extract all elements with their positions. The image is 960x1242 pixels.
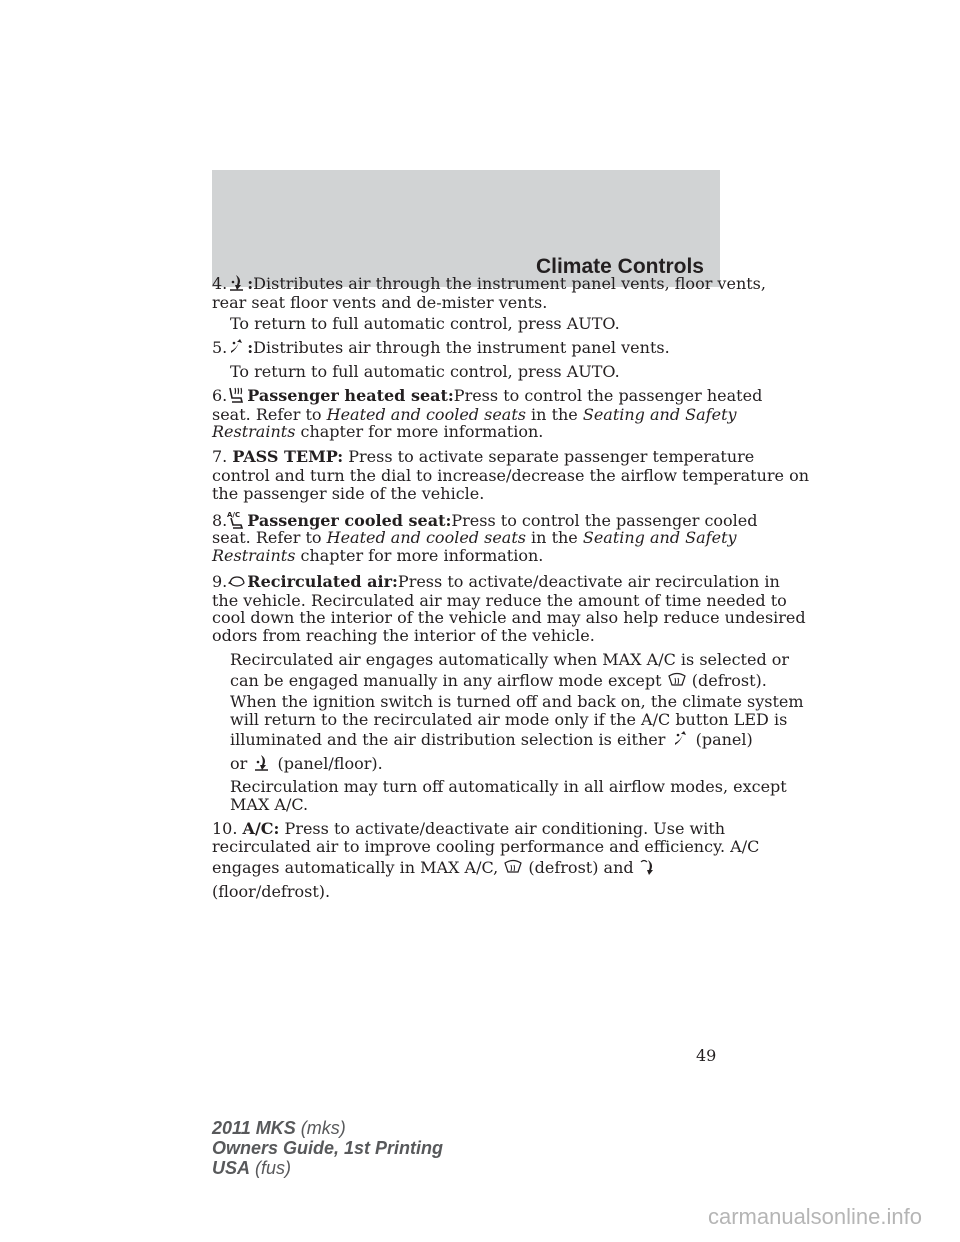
item-6-number: 6. — [212, 386, 228, 405]
item-10-text: Press to activate/deactivate air conditioning. Use with — [284, 819, 726, 838]
item-6-ref-2: Seating and Safety — [582, 405, 737, 424]
item-7-text: Press to activate separate passenger temperature — [348, 447, 755, 466]
panel-floor-icon — [252, 753, 272, 773]
watermark: carmanualsonline.info — [707, 1204, 922, 1229]
item-6-text-c: in the — [525, 405, 583, 424]
item-8-text: Press to control the passenger cooled — [451, 511, 758, 530]
item-4-number: 4. — [212, 274, 228, 293]
panel-icon — [671, 729, 691, 749]
item-9-p1b: can be engaged manually in any airflow mode except — [230, 671, 662, 690]
item-8-line-2 — [212, 528, 737, 548]
item-10-number: 10. — [212, 819, 238, 838]
item-8-line-3 — [212, 546, 543, 566]
item-5-line-1 — [212, 337, 670, 358]
item-7-line-3: the passenger side of the vehicle. — [212, 484, 485, 503]
item-9-line-1 — [212, 571, 780, 592]
floor-defrost-icon — [639, 857, 659, 877]
footer-line-1 — [212, 1118, 443, 1138]
footer-model: 2011 MKS — [212, 1118, 296, 1138]
item-8-number: 8. — [212, 511, 228, 530]
item-9-para-1-line-5 — [230, 729, 753, 750]
item-6-text-a: seat. Refer to — [212, 405, 327, 424]
item-8-ref-1: Heated and cooled seats — [326, 528, 526, 547]
item-9-p1h: or — [230, 754, 248, 773]
item-9-para-2-line-2: MAX A/C. — [230, 795, 309, 814]
section-title: Climate Controls — [535, 255, 704, 278]
footer-guide: Owners Guide, 1st Printing — [212, 1138, 444, 1158]
item-6-label: Passenger heated seat: — [247, 386, 454, 405]
footer-model-code: (mks) — [300, 1118, 346, 1138]
item-5-colon: : — [247, 338, 254, 357]
item-10-l3b: (defrost) and — [528, 858, 634, 877]
item-9-line-4: odors from reaching the interior of the vehicle. — [212, 626, 595, 645]
footer-region-code: (fus) — [255, 1158, 292, 1178]
recirculation-icon — [227, 571, 247, 591]
item-10-line-1 — [212, 819, 725, 839]
defrost-icon — [503, 857, 523, 877]
item-7-label: PASS TEMP: — [232, 447, 344, 466]
item-10-l3a: engages automatically in MAX A/C, — [212, 858, 499, 877]
item-7-line-1 — [212, 447, 754, 467]
cooled-seat-icon — [227, 510, 247, 530]
item-6-line-1 — [212, 385, 762, 406]
heated-seat-icon — [227, 385, 247, 405]
item-9-para-1-line-6 — [230, 753, 383, 774]
footer — [212, 1118, 443, 1178]
item-6-ref-1: Heated and cooled seats — [326, 405, 526, 424]
item-6-text-d: chapter for more information. — [295, 422, 544, 441]
item-4-note: To return to full automatic control, press AUTO. — [230, 314, 620, 333]
item-9-para-1-line-1: Recirculated air engages automatically when MAX A/C is selected or — [230, 650, 790, 669]
item-4-text: Distributes air through the instrument panel vents, floor vents, — [253, 274, 766, 293]
item-4-colon: : — [247, 274, 254, 293]
page-number: 49 — [696, 1046, 717, 1065]
item-10-line-4: (floor/defrost). — [212, 882, 331, 901]
item-8-text-d: chapter for more information. — [295, 546, 544, 565]
item-5-number: 5. — [212, 338, 228, 357]
item-8-ref-3: Restraints — [212, 546, 296, 565]
defrost-icon — [667, 670, 687, 690]
item-9-para-2-line-1: Recirculation may turn off automatically in all airflow modes, except — [230, 777, 787, 796]
item-9-para-1-line-4: will return to the recirculated air mode only if the A/C button LED is — [230, 710, 788, 729]
panel-icon — [227, 337, 247, 357]
item-5-note: To return to full automatic control, press AUTO. — [230, 362, 620, 381]
section-header-band — [212, 170, 720, 287]
svg-text:A/C: A/C — [227, 511, 241, 519]
item-8-text-a: seat. Refer to — [212, 528, 327, 547]
footer-line-3 — [212, 1158, 443, 1178]
item-9-number: 9. — [212, 572, 228, 591]
item-5-text: Distributes air through the instrument panel vents. — [253, 338, 670, 357]
item-9-line-3: cool down the interior of the vehicle and may also help reduce undesired — [212, 608, 806, 627]
item-9-p1i: (panel/floor). — [277, 754, 383, 773]
item-9-para-1-line-2 — [230, 670, 767, 691]
item-6-text: Press to control the passenger heated — [453, 386, 763, 405]
item-9-p1g: (panel) — [695, 730, 753, 749]
item-9-p1f: illuminated and the air distribution selection is either — [230, 730, 666, 749]
item-6-line-3 — [212, 422, 543, 442]
panel-floor-icon — [227, 273, 247, 293]
item-4-line-1 — [212, 273, 766, 294]
footer-line-2 — [212, 1138, 443, 1158]
item-9-label: Recirculated air: — [247, 572, 398, 591]
item-10-line-2: recirculated air to improve cooling performance and efficiency. A/C — [212, 837, 760, 856]
item-10-line-3 — [212, 857, 659, 878]
item-9-p1c: (defrost). — [691, 671, 767, 690]
item-9-line-2: the vehicle. Recirculated air may reduce the amount of time needed to — [212, 591, 787, 610]
item-8-text-c: in the — [525, 528, 583, 547]
item-7-number: 7. — [212, 447, 228, 466]
item-9-para-1-line-3: When the ignition switch is turned off and back on, the climate system — [230, 692, 804, 711]
item-4-line-2: rear seat floor vents and de-mister vents. — [212, 293, 548, 312]
item-7-line-2: control and turn the dial to increase/decrease the airflow temperature on — [212, 466, 810, 485]
item-6-ref-3: Restraints — [212, 422, 296, 441]
item-8-label: Passenger cooled seat: — [247, 511, 452, 530]
footer-region: USA — [212, 1158, 251, 1178]
item-8-ref-2: Seating and Safety — [582, 528, 737, 547]
item-9-text: Press to activate/deactivate air recirculation in — [397, 572, 780, 591]
item-10-label: A/C: — [242, 819, 280, 838]
